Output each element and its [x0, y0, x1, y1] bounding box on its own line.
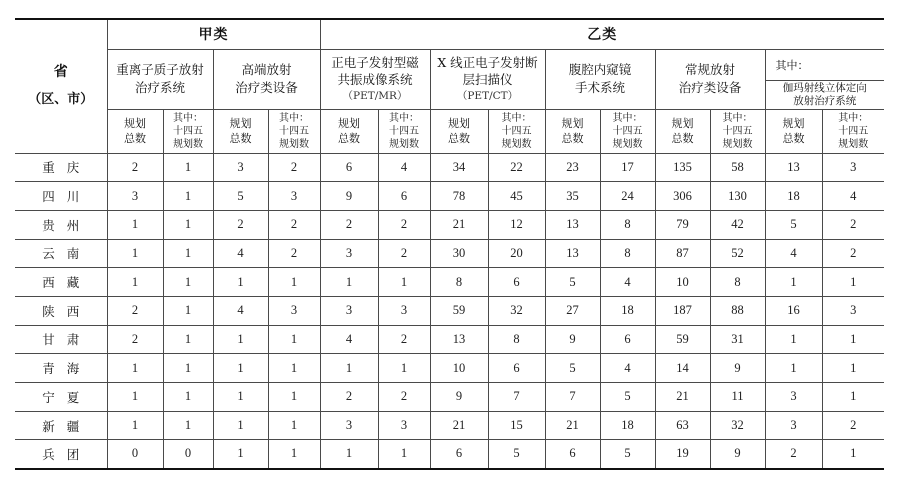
value-cell: 6 — [545, 440, 600, 469]
value-cell: 3 — [765, 383, 822, 412]
value-cell: 6 — [430, 440, 488, 469]
table-row — [15, 325, 884, 354]
sub-header-row — [15, 109, 884, 153]
header-line: 总数 — [561, 132, 584, 145]
value-cell: 1 — [213, 268, 268, 297]
value-cell: 10 — [430, 354, 488, 383]
region-cell: 四川 — [15, 182, 107, 211]
value-cell: 6 — [488, 354, 545, 383]
region-column-header — [15, 19, 107, 153]
value-cell: 3 — [107, 182, 163, 211]
value-cell: 0 — [107, 440, 163, 469]
region-cell: 兵团 — [15, 440, 107, 469]
fourteenth-five-year-plan-header — [822, 109, 884, 153]
value-cell: 1 — [822, 354, 884, 383]
value-cell: 1 — [213, 411, 268, 440]
header-line: 规划数 — [389, 138, 419, 150]
value-cell: 2 — [268, 239, 320, 268]
header-line: 规划数 — [722, 138, 753, 150]
planned-total-header — [430, 109, 488, 153]
value-cell: 24 — [600, 182, 655, 211]
value-cell: 2 — [320, 210, 378, 239]
planned-total-header — [213, 109, 268, 153]
value-cell: 52 — [710, 239, 765, 268]
header-line: 放射治疗系统 — [793, 94, 857, 107]
value-cell: 5 — [545, 268, 600, 297]
value-cell: 30 — [430, 239, 488, 268]
header-line: 十四五 — [389, 125, 419, 137]
category-a-header: 甲类 — [107, 19, 320, 49]
value-cell: 0 — [163, 440, 213, 469]
value-cell: 8 — [600, 239, 655, 268]
value-cell: 79 — [655, 210, 710, 239]
header-line: 规划 — [561, 117, 584, 130]
value-cell: 130 — [710, 182, 765, 211]
header-line: 规划 — [124, 117, 146, 130]
value-cell: 1 — [107, 239, 163, 268]
value-cell: 2 — [822, 239, 884, 268]
value-cell: 9 — [710, 354, 765, 383]
value-cell: 3 — [213, 153, 268, 182]
value-cell: 13 — [545, 210, 600, 239]
value-cell: 2 — [320, 383, 378, 412]
value-cell: 1 — [163, 296, 213, 325]
header-line: 其中： — [173, 112, 203, 124]
pet-ct-header — [430, 49, 545, 109]
value-cell: 1 — [765, 268, 822, 297]
region-header-line1: 省 — [53, 64, 68, 81]
header-line: 十四五 — [279, 125, 309, 137]
value-cell: 23 — [545, 153, 600, 182]
value-cell: 19 — [655, 440, 710, 469]
value-cell: 1 — [822, 325, 884, 354]
value-cell: 3 — [268, 296, 320, 325]
value-cell: 7 — [488, 383, 545, 412]
value-cell: 1 — [107, 383, 163, 412]
of-which-header: 其中： — [765, 49, 884, 80]
value-cell: 27 — [545, 296, 600, 325]
table-row — [15, 383, 884, 412]
value-cell: 1 — [163, 182, 213, 211]
value-cell: 22 — [488, 153, 545, 182]
value-cell: 31 — [710, 325, 765, 354]
region-cell: 青海 — [15, 354, 107, 383]
value-cell: 32 — [488, 296, 545, 325]
high-end-radiotherapy-header — [213, 49, 320, 109]
value-cell: 3 — [378, 411, 430, 440]
value-cell: 2 — [378, 239, 430, 268]
value-cell: 1 — [320, 354, 378, 383]
table-row — [15, 153, 884, 182]
table-row — [15, 411, 884, 440]
value-cell: 2 — [107, 296, 163, 325]
value-cell: 5 — [600, 383, 655, 412]
table-row — [15, 268, 884, 297]
value-cell: 1 — [213, 440, 268, 469]
value-cell: 4 — [213, 239, 268, 268]
header-line: 总数 — [338, 132, 360, 145]
value-cell: 1 — [213, 383, 268, 412]
value-cell: 1 — [320, 268, 378, 297]
region-cell: 新疆 — [15, 411, 107, 440]
value-cell: 8 — [488, 325, 545, 354]
value-cell: 1 — [822, 268, 884, 297]
value-cell: 6 — [600, 325, 655, 354]
value-cell: 5 — [765, 210, 822, 239]
header-line: 规划数 — [612, 138, 643, 150]
header-line: 共振成像系统 — [337, 71, 413, 87]
table-row — [15, 239, 884, 268]
header-line: 重离子质子放射 — [116, 62, 204, 77]
header-line: 总数 — [782, 132, 805, 145]
value-cell: 5 — [545, 354, 600, 383]
fourteenth-five-year-plan-header — [488, 109, 545, 153]
header-line: 正电子发射型磁 — [331, 54, 419, 70]
fourteenth-five-year-plan-header — [268, 109, 320, 153]
header-line: 十四五 — [838, 125, 869, 137]
region-cell: 宁夏 — [15, 383, 107, 412]
value-cell: 1 — [163, 325, 213, 354]
table-row — [15, 182, 884, 211]
header-line: 其中： — [722, 112, 753, 124]
value-cell: 1 — [268, 325, 320, 354]
table-row — [15, 296, 884, 325]
value-cell: 1 — [822, 383, 884, 412]
header-line: 总数 — [124, 132, 146, 145]
header-line: 规划数 — [279, 138, 309, 150]
value-cell: 1 — [268, 383, 320, 412]
header-line: 规划 — [448, 117, 470, 130]
value-cell: 1 — [163, 210, 213, 239]
region-cell: 西藏 — [15, 268, 107, 297]
value-cell: 21 — [430, 411, 488, 440]
fourteenth-five-year-plan-header — [710, 109, 765, 153]
value-cell: 306 — [655, 182, 710, 211]
value-cell: 2 — [378, 325, 430, 354]
value-cell: 3 — [822, 153, 884, 182]
header-line: 治疗类设备 — [678, 80, 742, 95]
value-cell: 2 — [107, 325, 163, 354]
value-cell: 12 — [488, 210, 545, 239]
value-cell: 32 — [710, 411, 765, 440]
table-body — [15, 153, 884, 469]
value-cell: 15 — [488, 411, 545, 440]
header-line: 十四五 — [173, 125, 203, 137]
table-row — [15, 354, 884, 383]
header-line: 规划 — [338, 117, 360, 130]
header-line: 规划 — [782, 117, 805, 130]
value-cell: 1 — [320, 440, 378, 469]
value-cell: 1 — [765, 325, 822, 354]
value-cell: 1 — [107, 354, 163, 383]
value-cell: 3 — [268, 182, 320, 211]
group-header-row — [15, 49, 884, 80]
value-cell: 2 — [822, 210, 884, 239]
header-line: 其中： — [612, 112, 643, 124]
value-cell: 4 — [765, 239, 822, 268]
header-line: 规划数 — [838, 138, 869, 150]
value-cell: 2 — [378, 210, 430, 239]
header-line: 常规放射 — [684, 62, 735, 77]
value-cell: 87 — [655, 239, 710, 268]
header-line: 治疗系统 — [134, 80, 185, 95]
category-b-header: 乙类 — [320, 19, 884, 49]
value-cell: 9 — [545, 325, 600, 354]
value-cell: 3 — [320, 411, 378, 440]
value-cell: 5 — [488, 440, 545, 469]
value-cell: 2 — [107, 153, 163, 182]
value-cell: 10 — [655, 268, 710, 297]
value-cell: 4 — [320, 325, 378, 354]
value-cell: 88 — [710, 296, 765, 325]
value-cell: 13 — [545, 239, 600, 268]
value-cell: 3 — [765, 411, 822, 440]
header-line: 规划数 — [173, 138, 203, 150]
value-cell: 58 — [710, 153, 765, 182]
category-header-row — [15, 19, 884, 49]
value-cell: 1 — [163, 268, 213, 297]
planned-total-header — [545, 109, 600, 153]
table-header — [15, 19, 884, 153]
header-line: 规划 — [671, 117, 694, 130]
fourteenth-five-year-plan-header — [163, 109, 213, 153]
value-cell: 1 — [378, 440, 430, 469]
value-cell: 3 — [378, 296, 430, 325]
value-cell: 1 — [107, 268, 163, 297]
header-line: 其中： — [389, 112, 419, 124]
value-cell: 13 — [430, 325, 488, 354]
value-cell: 1 — [268, 440, 320, 469]
value-cell: 1 — [765, 354, 822, 383]
value-cell: 5 — [600, 440, 655, 469]
region-header-line2: （区、市） — [28, 92, 94, 108]
value-cell: 135 — [655, 153, 710, 182]
header-line: 十四五 — [501, 125, 532, 137]
planned-total-header — [655, 109, 710, 153]
value-cell: 3 — [320, 239, 378, 268]
value-cell: 1 — [163, 239, 213, 268]
value-cell: 21 — [545, 411, 600, 440]
value-cell: 1 — [268, 268, 320, 297]
value-cell: 20 — [488, 239, 545, 268]
value-cell: 21 — [655, 383, 710, 412]
equipment-plan-table — [15, 18, 884, 470]
table-row — [15, 440, 884, 469]
value-cell: 1 — [213, 325, 268, 354]
value-cell: 18 — [600, 296, 655, 325]
header-line: 手术系统 — [574, 80, 625, 95]
value-cell: 1 — [378, 268, 430, 297]
header-line: 规划数 — [501, 138, 532, 150]
value-cell: 4 — [600, 268, 655, 297]
header-line: 伽玛射线立体定向 — [782, 81, 867, 94]
fourteenth-five-year-plan-header — [600, 109, 655, 153]
header-line: 层扫描仪 — [462, 71, 513, 87]
fourteenth-five-year-plan-header — [378, 109, 430, 153]
header-line: 高端放射 — [241, 62, 292, 77]
region-cell: 云南 — [15, 239, 107, 268]
value-cell: 18 — [600, 411, 655, 440]
value-cell: 59 — [655, 325, 710, 354]
value-cell: 1 — [213, 354, 268, 383]
value-cell: 2 — [765, 440, 822, 469]
value-cell: 2 — [378, 383, 430, 412]
value-cell: 5 — [213, 182, 268, 211]
value-cell: 1 — [107, 210, 163, 239]
gamma-knife-header — [765, 80, 884, 109]
header-line: 总数 — [671, 132, 694, 145]
value-cell: 1 — [822, 440, 884, 469]
header-line: 十四五 — [612, 125, 643, 137]
value-cell: 6 — [378, 182, 430, 211]
value-cell: 4 — [213, 296, 268, 325]
region-cell: 贵州 — [15, 210, 107, 239]
value-cell: 59 — [430, 296, 488, 325]
value-cell: 2 — [268, 153, 320, 182]
planned-total-header — [765, 109, 822, 153]
value-cell: 42 — [710, 210, 765, 239]
value-cell: 1 — [107, 411, 163, 440]
value-cell: 35 — [545, 182, 600, 211]
value-cell: 63 — [655, 411, 710, 440]
value-cell: 17 — [600, 153, 655, 182]
header-line: 其中： — [279, 112, 309, 124]
value-cell: 11 — [710, 383, 765, 412]
value-cell: 1 — [163, 383, 213, 412]
value-cell: 4 — [822, 182, 884, 211]
region-cell: 甘肃 — [15, 325, 107, 354]
value-cell: 21 — [430, 210, 488, 239]
planned-total-header — [320, 109, 378, 153]
value-cell: 9 — [320, 182, 378, 211]
value-cell: 1 — [163, 411, 213, 440]
value-cell: 34 — [430, 153, 488, 182]
value-cell: 6 — [488, 268, 545, 297]
value-cell: 8 — [600, 210, 655, 239]
value-cell: 187 — [655, 296, 710, 325]
value-cell: 2 — [822, 411, 884, 440]
value-cell: 2 — [213, 210, 268, 239]
value-cell: 78 — [430, 182, 488, 211]
header-line: X 线正电子发射断 — [437, 54, 538, 70]
value-cell: 9 — [430, 383, 488, 412]
value-cell: 2 — [268, 210, 320, 239]
value-cell: 1 — [378, 354, 430, 383]
table-row — [15, 210, 884, 239]
value-cell: 1 — [268, 411, 320, 440]
header-line: 其中： — [501, 112, 532, 124]
header-line: 总数 — [229, 132, 252, 145]
header-note: （PET/CT） — [456, 89, 519, 102]
heavy-ion-proton-header — [107, 49, 213, 109]
header-note: （PET/MR） — [342, 89, 408, 102]
planned-total-header — [107, 109, 163, 153]
header-line: 规划 — [229, 117, 252, 130]
value-cell: 3 — [822, 296, 884, 325]
pet-mr-header — [320, 49, 430, 109]
region-cell: 陕西 — [15, 296, 107, 325]
value-cell: 4 — [378, 153, 430, 182]
laparoscopic-surgery-header — [545, 49, 655, 109]
value-cell: 1 — [163, 153, 213, 182]
value-cell: 18 — [765, 182, 822, 211]
value-cell: 1 — [163, 354, 213, 383]
header-line: 腹腔内窥镜 — [568, 62, 632, 77]
header-line: 总数 — [448, 132, 470, 145]
value-cell: 8 — [430, 268, 488, 297]
value-cell: 3 — [320, 296, 378, 325]
value-cell: 6 — [320, 153, 378, 182]
value-cell: 13 — [765, 153, 822, 182]
value-cell: 4 — [600, 354, 655, 383]
header-line: 十四五 — [722, 125, 753, 137]
value-cell: 8 — [710, 268, 765, 297]
value-cell: 1 — [268, 354, 320, 383]
header-line: 治疗类设备 — [235, 80, 298, 95]
value-cell: 9 — [710, 440, 765, 469]
value-cell: 45 — [488, 182, 545, 211]
value-cell: 16 — [765, 296, 822, 325]
value-cell: 14 — [655, 354, 710, 383]
region-cell: 重庆 — [15, 153, 107, 182]
header-line: 其中： — [838, 112, 869, 124]
value-cell: 7 — [545, 383, 600, 412]
conventional-radiotherapy-header — [655, 49, 765, 109]
